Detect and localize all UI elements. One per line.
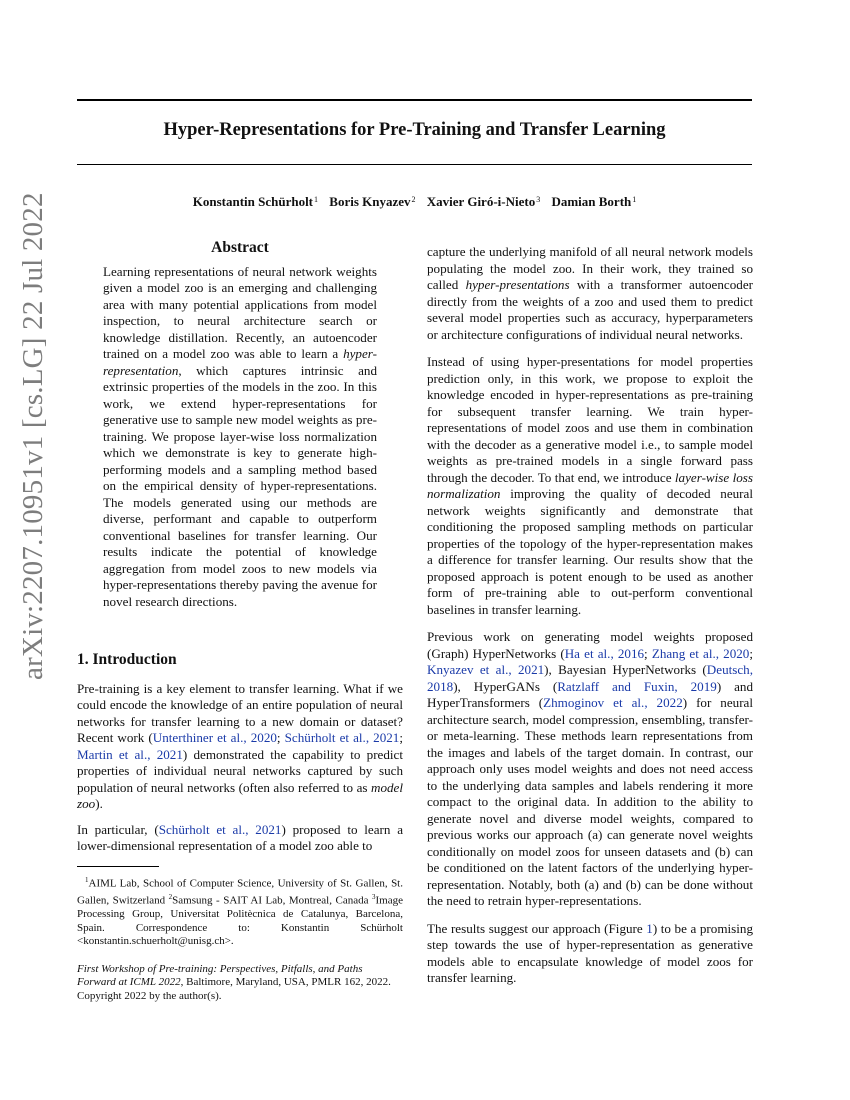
abstract-heading: Abstract (211, 239, 269, 256)
author-borth: Damian Borth$^1$ (551, 194, 637, 209)
right-paragraph-2: Instead of using hyper-presentations for model properties prediction only, in this work, we propose to exploit the knowledge encoded in hyper-representations as pre-training for subsequent transfer learning. We train hyper-representations of model zoos and use them in combination with the decoder as a generative model i.e., to sample model weights as pre-trained models in a single forward pass through the decoder. To that end, we introduce layer-wise loss normalization improving the quality of decoded neural network weights significantly and demonstrate that conditioning the proposed sampling methods on particular properties of the topology of the hyper-representation makes a difference for transfer learning. Our results show that the proposed approach is potent enough to be used as another form of pre-training able to out-perform conventional baselines in transfer learning. (427, 354, 753, 617)
citation-zhang-2020[interactable]: Zhang et al., 2020 (651, 645, 750, 661)
arxiv-stamp: arXiv:2207.10951v1 [cs.LG] 22 Jul 2022 (17, 192, 49, 680)
paper-title: Hyper-Representations for Pre-Training and Transfer Learning (163, 120, 666, 140)
right-column (427, 244, 753, 998)
citation-ratzlaff-2019[interactable]: Ratzlaff and Fuxin, 2019 (557, 678, 717, 694)
figure-1-reference[interactable]: 1 (646, 920, 653, 936)
citation-knyazev-2021[interactable]: Knyazev et al., 2021 (427, 662, 545, 677)
workshop-note: First Workshop of Pre-training: Perspectives, Pitfalls, and Paths Forward at ICML 2022, Baltimore, Maryland, USA, PMLR 162, 2022. Copyright 2022 by the author(s). (77, 962, 391, 1002)
left-column (77, 240, 403, 1004)
author-knyazev: Boris Knyazev$^2$ (329, 194, 416, 209)
footnote-rule (77, 866, 159, 867)
title-top-rule (77, 99, 752, 101)
intro-paragraph-2: In particular, (Schürholt et al., 2021) proposed to learn a lower-dimensional representation of a model zoo able to (77, 821, 404, 853)
right-paragraph-4: The results suggest our approach (Figure 1) to be a promising step towards the use of hyper-representation as generative models able to encapsulate knowledge of model zoos for transfer learning. (427, 920, 753, 985)
citation-ha-2016[interactable]: Ha et al., 2016 (564, 645, 645, 661)
author-schurholt: Konstantin Schürholt$^1$ (192, 194, 319, 209)
citation-schurholt-2021[interactable]: Schürholt et al., 2021 (284, 730, 400, 745)
abstract-text: Learning representations of neural network weights given a model zoo is an emerging and challenging area with many potential applications from model inspection, to neural architecture search or knowledge distillation. Recently, an autoencoder trained on a model zoo was able to learn a hyper-representation, which captures intrinsic and extrinsic properties of the models in the zoo. In this work, we extend hyper-representations for generative use to sample new model weights as pre-training. We propose layer-wise loss normalization which we demonstrate is key to generate high-performing models and a sampling method based on the empirical density of hyper-representations. The models generated using our methods are diverse, performant and capable to outperform conventional baselines for transfer learning. Our results indicate the potential of knowledge aggregation from model zoos to new models via hyper-representations thereby paving the avenue for novel research directions. (103, 263, 377, 609)
citation-martin-2021[interactable]: Martin et al., 2021 (77, 746, 183, 762)
affiliation-footnote: $^1$AIML Lab, School of Computer Science, University of St. Gallen, St. Gallen, Switzerland $^2$Samsung - SAIT AI Lab, Montreal, Canada $^3$Image Processing Group, Universitat Politècnica de Catalunya, Barcelona, Spain. Correspondence to: Konstantin Schürholt <konstantin.schuerholt@unisg.ch>. (77, 875, 403, 948)
citation-schurholt-2021[interactable]: Schürholt et al., 2021 (158, 821, 282, 837)
right-paragraph-3: Previous work on generating model weights proposed (Graph) HyperNetworks (Ha et al., 2016; Zhang et al., 2020; Knyazev et al., 2021), Bayesian HyperNetworks (Deutsch, 2018), HyperGANs (Ratzlaff and Fuxin, 2019) and HyperTransformers (Zhmoginov et al., 2022) for neural architecture search, model compression, ensembling, transfer- or meta-learning. These methods learn representations from the images and labels of the target domain. In contrast, our approach only uses model weights and does not need access to the underlying data samples and labels rendering it more compact to the original data. In addition to the ability to generate novel and diverse model weights, compared to previous works our approach (a) can generate novel weights conditionally on model zoos for unseen datasets and (b) can be conditioned on the latent factors of the underlying hyper-representation. Notably, both (a) and (b) can be done without the need to retrain hyper-representations. (427, 629, 754, 908)
title-bottom-rule (77, 164, 752, 165)
right-paragraph-1: capture the underlying manifold of all neural network models populating the model zoo. In their work, they trained so called hyper-presentations with a transformer autoencoder directly from the weights of a zoo and used them to predict several model properties such as accuracy, hyperparameters or architecture configurations of individual neural networks. (427, 244, 753, 342)
citation-unterthiner-2020[interactable]: Unterthiner et al., 2020 (152, 730, 277, 745)
citation-deutsch-2018[interactable]: Deutsch, 2018 (427, 662, 753, 694)
introduction-heading: 1. Introduction (77, 651, 177, 668)
intro-paragraph-1: Pre-training is a key element to transfer learning. What if we could encode the knowledge of an entire population of neural networks for transfer learning to a new domain or dataset? Recent work (Unterthiner et al., 2020; Schürholt et al., 2021; Martin et al., 2021) demonstrated the capability to predict properties of individual neural networks captured by such population of neural networks (often also referred to as model zoo). (77, 680, 404, 811)
author-list (77, 194, 752, 210)
citation-zhmoginov-2022[interactable]: Zhmoginov et al., 2022 (543, 695, 683, 710)
author-giro-i-nieto: Xavier Giró-i-Nieto$^3$ (426, 194, 541, 209)
